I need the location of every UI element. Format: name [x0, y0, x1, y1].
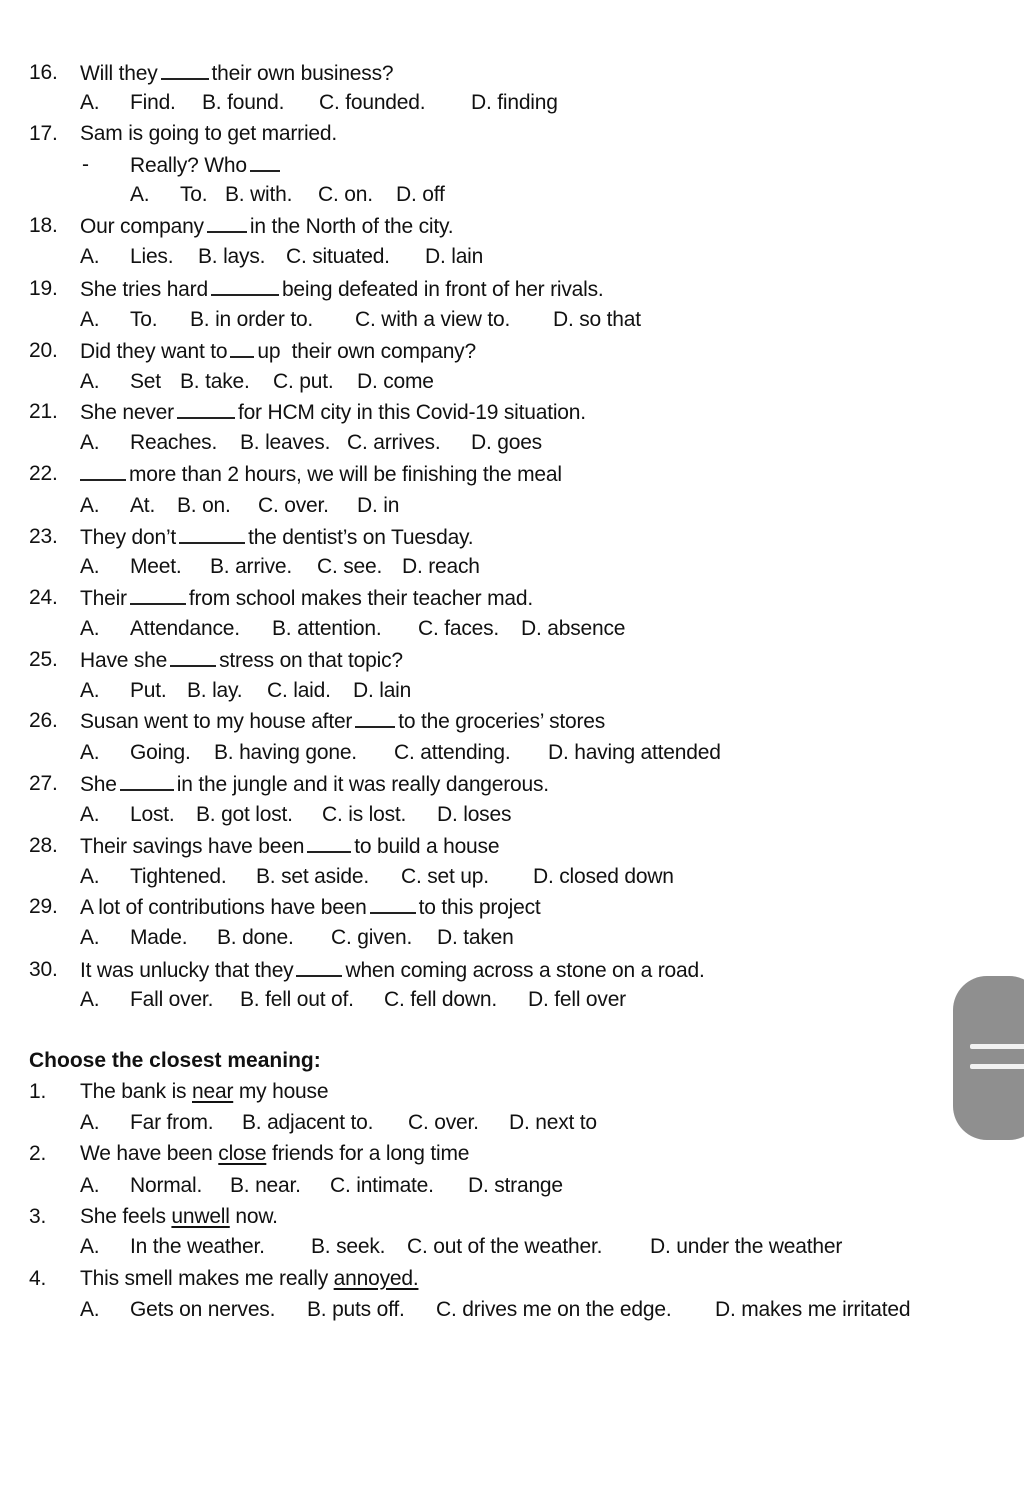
answer-blank: [230, 336, 254, 358]
answer-blank: [177, 397, 235, 419]
option-c: C. given.: [331, 926, 413, 949]
answer-blank: [170, 645, 216, 667]
question-text: Sam is going to get married.: [80, 122, 338, 145]
option-letter: A.: [80, 679, 100, 702]
option-d: D. under the weather: [650, 1235, 843, 1258]
option-letter: A.: [80, 988, 100, 1011]
option-b: B. attention.: [272, 617, 382, 640]
options-line: [0, 428, 1024, 458]
answer-blank: [161, 58, 209, 80]
question-text: A lot of contributions have been: [80, 896, 367, 919]
option-letter: A.: [80, 926, 100, 949]
question-text: Have she: [80, 649, 168, 672]
option-d: D. absence: [521, 617, 626, 640]
option-a: To.: [180, 183, 208, 206]
question-text-end: to build a house: [354, 835, 500, 858]
option-c: C. laid.: [267, 679, 331, 702]
question-number: 1.: [29, 1080, 47, 1103]
option-d: D. next to: [509, 1111, 597, 1134]
option-d: D. fell over: [528, 988, 626, 1011]
question-line: [0, 645, 1024, 675]
question-text-end: friends for a long time: [266, 1142, 470, 1165]
option-letter: A.: [80, 1235, 100, 1258]
question-number: 29.: [29, 895, 58, 918]
question-text: She never: [80, 401, 174, 424]
option-a: Put.: [130, 679, 167, 702]
question-number: 28.: [29, 834, 58, 857]
options-line: [0, 923, 1024, 953]
question-text-end: in the jungle and it was really dangerous.: [176, 773, 549, 796]
question-line: [0, 583, 1024, 613]
option-d: D. loses: [437, 803, 512, 826]
question-number: 22.: [29, 462, 58, 485]
question-line: [0, 892, 1024, 922]
option-d: D. off: [396, 183, 445, 206]
question-text: She tries hard: [80, 278, 208, 301]
question-number: 30.: [29, 958, 58, 981]
option-d: D. reach: [402, 555, 480, 578]
option-b: B. set aside.: [256, 865, 369, 888]
option-b: B. fell out of.: [240, 988, 354, 1011]
option-letter: A.: [80, 1174, 100, 1197]
question-number: 24.: [29, 586, 58, 609]
options-line: [0, 491, 1024, 521]
option-b: B. found.: [202, 91, 285, 114]
option-b: B. seek.: [311, 1235, 386, 1258]
question-line: [0, 459, 1024, 489]
answer-blank: [120, 769, 174, 791]
answer-blank: [207, 211, 247, 233]
question-text: She feels: [80, 1205, 172, 1228]
question-number: 4.: [29, 1267, 47, 1290]
option-a: Lies.: [130, 245, 174, 268]
question-number: 21.: [29, 400, 58, 423]
question-line: [0, 119, 1024, 149]
option-d: D. come: [357, 370, 434, 393]
option-c: C. drives me on the edge.: [436, 1298, 672, 1321]
question-line: [0, 397, 1024, 427]
answer-blank: [179, 522, 245, 544]
option-letter: A.: [80, 431, 100, 454]
answer-blank: [307, 831, 351, 853]
options-line: [0, 985, 1024, 1015]
option-a: Made.: [130, 926, 188, 949]
question-text-end: now.: [229, 1205, 278, 1228]
option-c: C. intimate.: [330, 1174, 434, 1197]
option-a: In the weather.: [130, 1235, 265, 1258]
option-b: B. done.: [217, 926, 294, 949]
question-number: 27.: [29, 772, 58, 795]
question-text-end: the dentist’s on Tuesday.: [248, 526, 474, 549]
dialogue-line: [0, 150, 1024, 180]
option-letter: A.: [80, 245, 100, 268]
question-line: [0, 1202, 1024, 1232]
option-a: Fall over.: [130, 988, 214, 1011]
question-text: She: [80, 773, 117, 796]
question-text: Their: [80, 587, 127, 610]
question-line: [0, 706, 1024, 736]
options-line: [0, 305, 1024, 335]
question-text: They don’t: [80, 526, 177, 549]
option-d: D. having attended: [548, 741, 721, 764]
question-number: 20.: [29, 339, 58, 362]
question-text-end: stress on that topic?: [219, 649, 403, 672]
option-c: C. over.: [258, 494, 329, 517]
option-c: C. with a view to.: [355, 308, 511, 331]
option-d: D. strange: [468, 1174, 563, 1197]
question-line: [0, 955, 1024, 985]
options-line: [0, 1295, 1024, 1325]
option-a: Reaches.: [130, 431, 218, 454]
question-text-end: from school makes their teacher mad.: [188, 587, 533, 610]
option-a: To.: [130, 308, 158, 331]
option-c: C. set up.: [401, 865, 489, 888]
question-text-end: their own business?: [211, 62, 394, 85]
question-text: Susan went to my house after: [80, 710, 353, 733]
option-a: Set: [130, 370, 161, 393]
dialogue-text: Really? Who: [130, 154, 247, 177]
option-a: Going.: [130, 741, 191, 764]
question-line: [0, 522, 1024, 552]
option-d: D. lain: [353, 679, 412, 702]
option-b: B. having gone.: [214, 741, 357, 764]
option-a: Lost.: [130, 803, 175, 826]
option-letter: A.: [80, 617, 100, 640]
option-a: Far from.: [130, 1111, 214, 1134]
option-a: Normal.: [130, 1174, 203, 1197]
option-d: D. so that: [553, 308, 641, 331]
option-letter: A.: [80, 494, 100, 517]
option-b: B. arrive.: [210, 555, 293, 578]
question-line: [0, 1077, 1024, 1107]
option-a: Find.: [130, 91, 176, 114]
options-line: [0, 676, 1024, 706]
options-line: [0, 242, 1024, 272]
answer-blank: [355, 706, 395, 728]
question-line: [0, 1264, 1024, 1294]
option-d: D. finding: [471, 91, 558, 114]
option-c: C. faces.: [418, 617, 500, 640]
option-d: D. lain: [425, 245, 484, 268]
option-letter: A.: [80, 865, 100, 888]
question-text-end: for HCM city in this Covid-19 situation.: [237, 401, 586, 424]
underlined-word: annoyed.: [333, 1267, 419, 1290]
option-letter: A.: [80, 370, 100, 393]
options-line: [0, 1108, 1024, 1138]
option-c: C. see.: [317, 555, 383, 578]
option-b: B. puts off.: [307, 1298, 405, 1321]
question-line: [0, 58, 1024, 88]
options-line: [0, 862, 1024, 892]
question-text-end: to this project: [418, 896, 541, 919]
option-letter: A.: [80, 741, 100, 764]
question-number: 18.: [29, 214, 58, 237]
question-text: It was unlucky that they: [80, 959, 294, 982]
question-text-end: up their own company?: [257, 340, 476, 363]
option-b: B. lays.: [198, 245, 266, 268]
dialogue-dash: -: [82, 153, 89, 176]
question-line: [0, 336, 1024, 366]
question-line: [0, 1139, 1024, 1169]
option-a: At.: [130, 494, 156, 517]
section-heading: Choose the closest meaning:: [29, 1049, 321, 1072]
option-d: D. in: [357, 494, 400, 517]
question-line: [0, 274, 1024, 304]
option-a: Attendance.: [130, 617, 240, 640]
option-letter: A.: [80, 555, 100, 578]
option-b: B. near.: [230, 1174, 301, 1197]
question-number: 2.: [29, 1142, 47, 1165]
question-text: Did they want to: [80, 340, 228, 363]
option-b: B. got lost.: [196, 803, 293, 826]
option-a: Gets on nerves.: [130, 1298, 276, 1321]
option-d: D. taken: [437, 926, 514, 949]
question-text-end: in the North of the city.: [249, 215, 454, 238]
option-letter: A.: [130, 183, 150, 206]
underlined-word: close: [218, 1142, 267, 1165]
question-number: 19.: [29, 277, 58, 300]
answer-blank: [80, 459, 126, 481]
option-b: B. with.: [225, 183, 293, 206]
option-c: C. out of the weather.: [407, 1235, 603, 1258]
answer-blank: [370, 892, 416, 914]
question-text: Will they: [80, 62, 158, 85]
options-line: [0, 1171, 1024, 1201]
options-line: [0, 800, 1024, 830]
options-line: [0, 552, 1024, 582]
question-number: 26.: [29, 709, 58, 732]
question-number: 16.: [29, 61, 58, 84]
question-number: 23.: [29, 525, 58, 548]
option-b: B. adjacent to.: [242, 1111, 374, 1134]
question-line: [0, 211, 1024, 241]
option-c: C. fell down.: [384, 988, 497, 1011]
option-letter: A.: [80, 308, 100, 331]
answer-blank: [250, 150, 280, 172]
question-text-end: being defeated in front of her rivals.: [281, 278, 604, 301]
question-text: The bank is: [80, 1080, 192, 1103]
grip-line-icon: [970, 1044, 1024, 1049]
option-c: C. situated.: [286, 245, 390, 268]
answer-blank: [211, 274, 279, 296]
options-line: [0, 1232, 1024, 1262]
options-line: [0, 614, 1024, 644]
question-number: 3.: [29, 1205, 47, 1228]
question-text: Our company: [80, 215, 204, 238]
option-a: Meet.: [130, 555, 182, 578]
option-d: D. makes me irritated: [715, 1298, 911, 1321]
option-c: C. put.: [273, 370, 334, 393]
question-line: [0, 831, 1024, 861]
options-line: [0, 88, 1024, 118]
option-a: Tightened.: [130, 865, 227, 888]
underlined-word: near: [192, 1080, 234, 1103]
question-number: 17.: [29, 122, 58, 145]
question-text-end: my house: [233, 1080, 329, 1103]
option-c: C. is lost.: [322, 803, 407, 826]
option-letter: A.: [80, 1298, 100, 1321]
question-number: 25.: [29, 648, 58, 671]
option-b: B. in order to.: [190, 308, 314, 331]
option-b: B. lay.: [187, 679, 243, 702]
option-letter: A.: [80, 803, 100, 826]
question-text: Their savings have been: [80, 835, 305, 858]
question-text: This smell makes me really: [80, 1267, 334, 1290]
scroll-handle[interactable]: [953, 976, 1024, 1140]
underlined-word: unwell: [171, 1205, 230, 1228]
question-text-end: to the groceries’ stores: [398, 710, 606, 733]
option-d: D. goes: [471, 431, 542, 454]
options-line: [0, 367, 1024, 397]
option-c: C. over.: [408, 1111, 479, 1134]
question-text: We have been: [80, 1142, 219, 1165]
options-line: [0, 180, 1024, 210]
question-text-end: when coming across a stone on a road.: [345, 959, 705, 982]
options-line: [0, 738, 1024, 768]
option-c: C. arrives.: [347, 431, 441, 454]
option-c: C. founded.: [319, 91, 426, 114]
option-c: C. attending.: [394, 741, 511, 764]
option-b: B. take.: [180, 370, 250, 393]
option-c: C. on.: [318, 183, 373, 206]
option-d: D. closed down: [533, 865, 674, 888]
question-line: [0, 769, 1024, 799]
option-b: B. leaves.: [240, 431, 331, 454]
option-letter: A.: [80, 1111, 100, 1134]
grip-line-icon: [970, 1064, 1024, 1069]
option-b: B. on.: [177, 494, 231, 517]
question-text-end: more than 2 hours, we will be finishing the meal: [129, 463, 562, 486]
answer-blank: [296, 955, 342, 977]
answer-blank: [130, 583, 186, 605]
option-letter: A.: [80, 91, 100, 114]
